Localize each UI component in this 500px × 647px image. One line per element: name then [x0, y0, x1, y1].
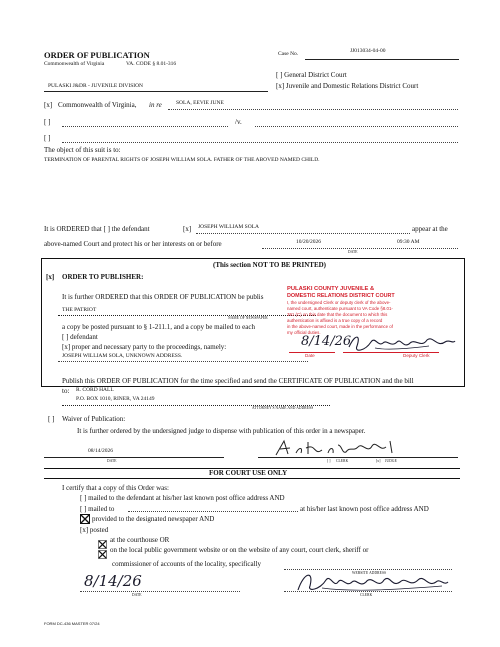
stamp-clerk-label: Deputy Clerk	[403, 353, 430, 358]
stamp-line-1: PULASKI COUNTY JUVENILE &	[287, 286, 375, 292]
signature-date: 08/14/2026	[88, 448, 114, 454]
publisher-text-1: It is further ORDERED that this ORDER OF PUBLICATION be publis	[62, 293, 264, 301]
court-option-general-district: [ ] General District Court	[276, 71, 347, 79]
court-use-title: FOR COURT USE ONLY	[209, 469, 288, 477]
order-line-2: above-named Court and protect his or her interests on or before	[44, 240, 222, 248]
order-time: 09:30 AM	[397, 239, 420, 245]
publisher-heading-checkbox: [x]	[46, 273, 55, 281]
option-proper-party: [x] proper and necessary party to the proceedings, namely:	[62, 343, 227, 351]
form-title: ORDER OF PUBLICATION	[44, 50, 150, 60]
publisher-heading: ORDER TO PUBLISHER:	[62, 273, 144, 281]
stamp-handwritten-date: 8/14/26	[301, 334, 352, 349]
party-2-versus: /v.	[235, 118, 242, 126]
newspaper-name: THE PATRIOT	[62, 307, 97, 313]
newspaper-caption: NAME OF NEWSPAPER	[228, 316, 268, 320]
case-number-label: Case No.	[278, 51, 299, 57]
option-defendant: [ ] defendant	[62, 333, 98, 341]
court-use-option-4c: commissioner of accounts of the locality, specifically	[112, 560, 262, 568]
party-1-checkbox: [x]	[44, 101, 53, 109]
waiver-checkbox: [ ]	[48, 415, 55, 423]
attorney-caption: ATTORNEY'S NAME AND ADDRESS	[252, 406, 314, 410]
judge-signature	[270, 438, 420, 458]
court-use-option-4a: at the courthouse OR	[110, 536, 170, 544]
deputy-clerk-signature	[345, 332, 457, 354]
judge-label: JUDGE	[385, 459, 397, 463]
court-use-option-3: provided to the designated newspaper AND	[92, 515, 215, 523]
order-appear-text: appear at the	[412, 225, 448, 233]
court-use-option-4b: on the local public government website or on the website of any court, court clerk, sheriff or	[110, 546, 369, 554]
court-use-clerk-caption: CLERK	[360, 593, 373, 597]
judge-checkbox: [x]	[376, 459, 381, 463]
stamp-line-7: in the above-named court, made in the performance of	[287, 324, 393, 329]
clerk-authentication-stamp	[285, 286, 461, 363]
website-address-caption: WEBSITE ADDRESS	[352, 571, 387, 575]
courthouse-checkmark-icon	[98, 536, 106, 544]
order-date-caption: DATE	[348, 250, 358, 254]
case-number-value: JJ013034-04-00	[350, 48, 386, 54]
court-use-option-2-suffix: at his/her last known post office address AND	[300, 505, 429, 513]
order-defendant-name: JOSEPH WILLIAM SOLA	[198, 224, 260, 230]
attorney-address: P.O. BOX 1010, RINER, VA 24149	[76, 396, 155, 402]
form-id: FORM DC-436 MASTER 07/24	[44, 621, 100, 626]
court-option-jdr: [x] Juvenile and Domestic Relations District Court	[276, 82, 419, 90]
court-use-option-3-checkbox	[80, 514, 90, 524]
stamp-line-8: my official duties.	[287, 330, 321, 335]
publisher-banner: (This section NOT TO BE PRINTED)	[213, 261, 326, 269]
order-defendant-checkbox: [x]	[183, 225, 192, 233]
code-reference: VA. CODE § 8.01-316	[126, 61, 177, 67]
court-use-date-caption: DATE	[132, 593, 142, 597]
stamp-line-4: named court, authenticate pursuant to VA Code §8.01-	[287, 306, 393, 311]
stamp-date-label: Date	[305, 353, 315, 358]
clerk-label: CLERK	[336, 459, 349, 463]
court-use-handwritten-date: 8/14/26	[84, 572, 142, 590]
order-prefix: It is ORDERED that [ ] the defendant	[44, 225, 150, 233]
stamp-line-6: authentication is affixed is a true copy of a record	[287, 318, 383, 323]
party-2-checkbox: [ ]	[44, 118, 51, 126]
stamp-line-5: 391 (C) on this date that the document to which this	[287, 312, 388, 317]
party-1-prefix: Commonwealth of Virginia,	[58, 101, 137, 109]
publisher-text-2: a copy be posted pursuant to § 1-211.1, and a copy be mailed to each	[62, 323, 255, 331]
parties-value: JOSEPH WILLIAM SOLA, UNKNOWN ADDRESS.	[62, 353, 183, 359]
clerk-checkbox: [ ]	[327, 459, 331, 463]
court-use-option-1: [ ] mailed to the defendant at his/her last known post office address AND	[80, 494, 285, 502]
court-use-option-2-prefix: [ ] mailed to	[80, 505, 115, 513]
object-label: The object of this suit is to:	[44, 146, 121, 154]
publisher-text-3: Publish this ORDER OF PUBLICATION for the time specified and send the CERTIFICATE OF PUBLICATION and the bill	[62, 377, 414, 385]
signature-date-caption: DATE	[107, 459, 117, 463]
stamp-line-2: DOMESTIC RELATIONS DISTRICT COURT	[287, 293, 395, 299]
court-use-certify: I certify that a copy of this Order was:	[62, 484, 169, 492]
publisher-to: to:	[62, 387, 70, 395]
object-text: TERMINATION OF PARENTAL RIGHTS OF JOSEPH WILLIAM SOLA. FATHER OF THE ABOVED NAMED CHILD.	[44, 157, 320, 163]
court-use-option-4: [x] posted	[80, 526, 109, 534]
waiver-label: Waiver of Publication:	[62, 415, 126, 423]
party-3-checkbox: [ ]	[44, 134, 51, 142]
stamp-line-3: I, the undersigned Clerk or deputy clerk of the above-	[287, 300, 391, 305]
court-name: PULASKI J&DR - JUVENILE DIVISION	[48, 83, 144, 89]
form-subtitle: Commonwealth of Virginia	[44, 61, 105, 67]
attorney-name: R. CORD HALL	[76, 387, 114, 393]
website-checkmark-icon	[98, 546, 106, 554]
order-date: 10/20/2026	[296, 239, 322, 245]
waiver-text: It is further ordered by the undersigned judge to dispense with publication of this order in a newspaper.	[77, 427, 366, 435]
party-1-value: SOLA, EEVIE JUNE	[176, 100, 224, 106]
party-1-inre: in re	[149, 101, 162, 109]
